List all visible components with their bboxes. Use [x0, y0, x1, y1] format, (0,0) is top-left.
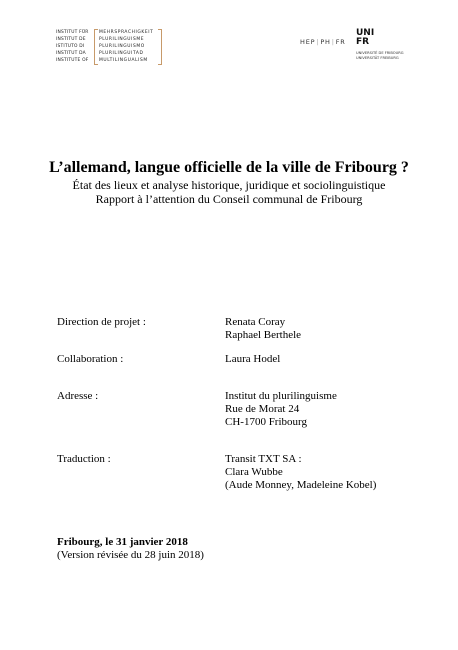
document-subtitle-report: Rapport à l’attention du Conseil communal de Fribourg — [95, 192, 363, 206]
translation-line: Clara Wubbe — [225, 466, 283, 478]
institute-name: PLURILINGUISME — [99, 37, 145, 42]
place-date: Fribourg, le 31 janvier 2018 — [57, 536, 188, 548]
document-subtitle: État des lieux et analyse historique, juridique et sociolinguistique — [72, 178, 386, 192]
translation-label: Traduction : — [57, 453, 111, 465]
institute-prefix: INSTITUTE OF — [56, 58, 89, 63]
footer-block — [57, 536, 204, 562]
document-title: L’allemand, langue officielle de la ville de Fribourg ? — [49, 159, 409, 176]
hep-logo — [300, 38, 346, 46]
unifr-subtitle-line: UNIVERSITÉ DE FRIBOURG — [356, 51, 404, 55]
address-value — [225, 390, 337, 429]
unifr-logo-line: FR — [356, 37, 370, 47]
divider-icon: | — [331, 38, 335, 46]
direction-value — [225, 316, 301, 342]
translation-value — [225, 453, 376, 492]
bracket-left-icon — [94, 29, 98, 65]
address-label: Adresse : — [57, 390, 99, 402]
address-line: Rue de Morat 24 — [225, 403, 300, 415]
translation-line: (Aude Monney, Madeleine Kobel) — [225, 479, 377, 491]
collaboration-name: Laura Hodel — [225, 353, 281, 365]
institute-prefix-list — [56, 29, 94, 64]
institute-name: PLURILINGUITAD — [99, 51, 144, 56]
institute-name-list — [99, 29, 159, 64]
address-line: Institut du plurilinguisme — [225, 390, 337, 402]
institute-logo — [56, 29, 166, 71]
unifr-logo-line: UNI — [356, 28, 375, 38]
unifr-logo — [356, 29, 416, 69]
address-line: CH-1700 Fribourg — [225, 416, 307, 428]
direction-label: Direction de projet : — [57, 316, 146, 328]
collaboration-value — [225, 353, 280, 366]
institute-name: MEHRSPRACHIGKEIT — [99, 30, 154, 35]
institute-prefix: INSTITUT DE — [56, 37, 86, 42]
direction-name: Raphael Berthele — [225, 329, 302, 341]
institute-prefix: INSTITUT FÜR — [56, 30, 89, 35]
unifr-logo-wordmark — [356, 29, 382, 47]
hep-logo-part: HEP — [300, 38, 316, 46]
institute-name: PLURILINGUISMO — [99, 44, 145, 49]
direction-name: Renata Coray — [225, 316, 286, 328]
institute-prefix: INSTITUT DA — [56, 51, 86, 56]
hep-logo-part: FR — [335, 38, 346, 46]
institute-name: MULTILINGUALISM — [99, 58, 148, 63]
divider-icon: | — [316, 38, 320, 46]
hep-logo-part: PH — [320, 38, 331, 46]
unifr-subtitle-line: UNIVERSITÄT FREIBURG — [356, 56, 399, 60]
unifr-logo-subtitle — [356, 51, 426, 61]
institute-prefix: ISTITUTO DI — [56, 44, 85, 49]
bracket-right-icon — [158, 29, 162, 65]
translation-line: Transit TXT SA : — [225, 453, 302, 465]
revision-note: (Version révisée du 28 juin 2018) — [57, 549, 204, 561]
collaboration-label: Collaboration : — [57, 353, 124, 365]
